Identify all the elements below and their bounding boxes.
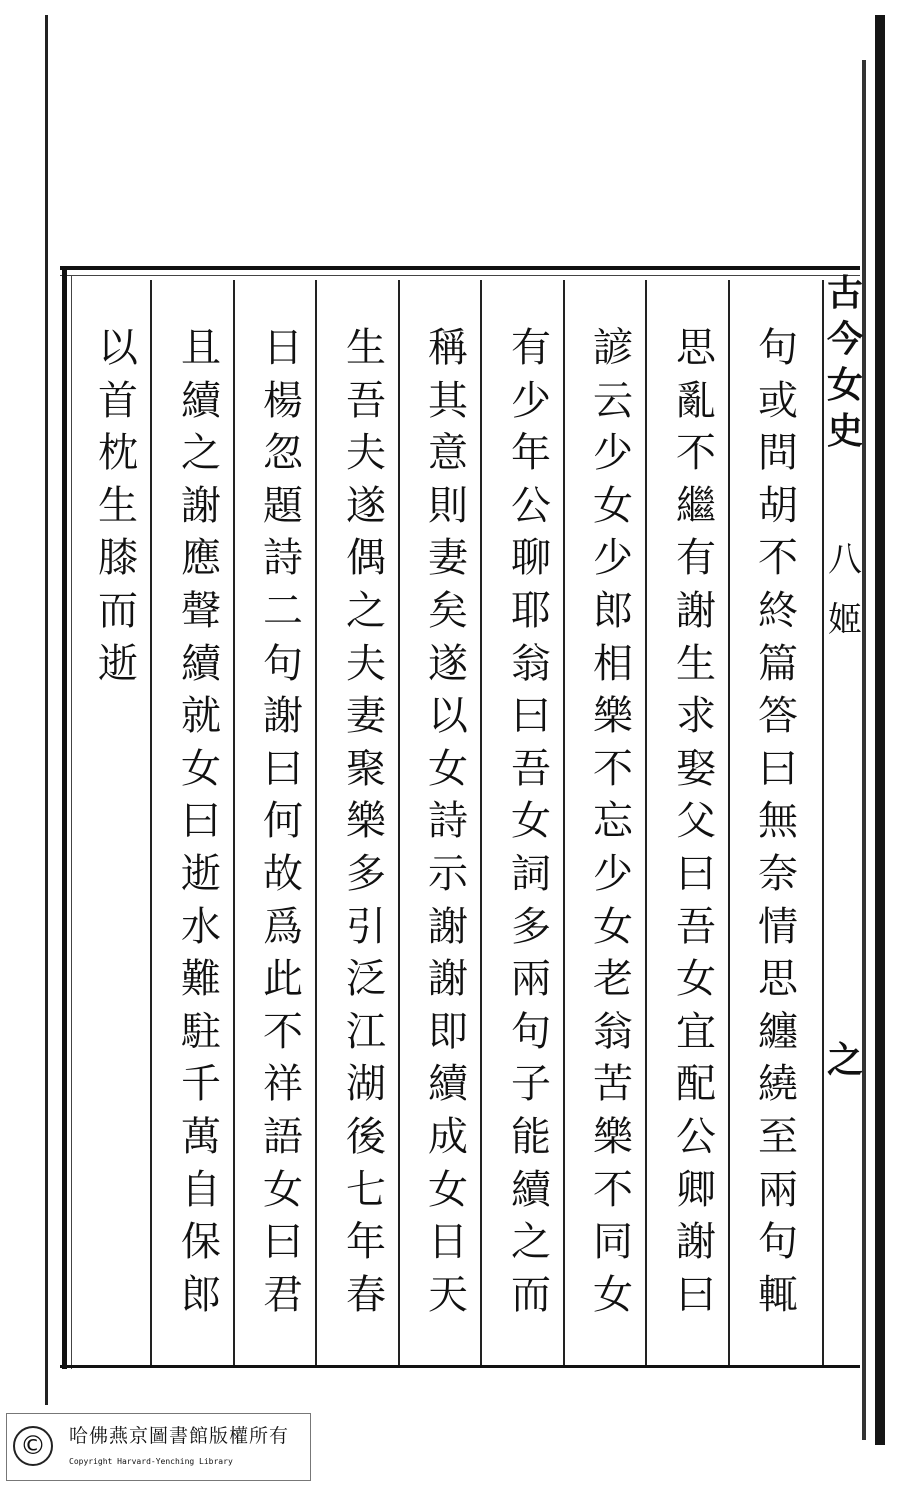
margin-label <box>826 600 864 640</box>
text-block-top-border-inner <box>60 275 860 276</box>
text-column-8 <box>173 322 229 1321</box>
column-divider <box>150 280 152 1365</box>
column-divider <box>233 280 235 1365</box>
text-column-6 <box>338 322 394 1321</box>
text-column-3-text: 諺云少女少郎相樂不忘少女老翁苦樂不同女 <box>593 325 633 1318</box>
text-column-7-text: 日楊忽題詩二句謝曰何故爲此不祥語女曰君 <box>263 325 303 1318</box>
text-column-2 <box>668 322 724 1321</box>
text-column-5-text: 稱其意則妻矣遂以女詩示謝謝即續成女日天 <box>428 325 468 1318</box>
text-column-9-text: 以首枕生膝而逝 <box>98 325 138 687</box>
margin-folio <box>826 1040 864 1080</box>
column-divider <box>822 280 824 1365</box>
text-column-6-text: 生吾夫遂偶之夫妻聚樂多引泛江湖後七年春 <box>346 325 386 1318</box>
column-divider <box>563 280 565 1365</box>
margin-label-text: 姬 <box>828 600 862 640</box>
text-column-4-text: 有少年公聊耶翁曰吾女詞多兩句子能續之而 <box>511 325 551 1318</box>
text-block-left-border <box>62 266 67 1369</box>
text-column-5 <box>420 322 476 1321</box>
text-column-9 <box>90 322 146 690</box>
text-block-bottom-border <box>60 1365 860 1368</box>
column-divider <box>480 280 482 1365</box>
text-block-top-border <box>60 266 860 270</box>
column-divider <box>315 280 317 1365</box>
copyright-icon: © <box>13 1426 53 1466</box>
copyright-text-en: Copyright Harvard-Yenching Library <box>69 1457 233 1466</box>
page-right-inner-edge <box>862 60 866 1440</box>
text-column-1-text: 句或問胡不終篇答曰無奈情思纏繞至兩句輒 <box>758 325 798 1318</box>
text-column-8-text: 且續之謝應聲續就女曰逝水難駐千萬自保郎 <box>181 325 221 1318</box>
text-column-1 <box>750 322 806 1321</box>
text-column-4 <box>503 322 559 1321</box>
text-column-3 <box>585 322 641 1321</box>
copyright-text-cn: 哈佛燕京圖書館版權所有 <box>69 1425 290 1447</box>
text-column-7 <box>255 322 311 1321</box>
margin-section <box>826 540 864 580</box>
column-divider <box>728 280 730 1365</box>
margin-folio-text: 之 <box>826 1040 863 1080</box>
column-divider <box>645 280 647 1365</box>
text-column-2-text: 思亂不繼有謝生求娶父曰吾女宜配公卿謝曰 <box>676 325 716 1318</box>
page-left-edge-line <box>45 15 48 1405</box>
margin-title <box>826 270 864 454</box>
column-divider <box>398 280 400 1365</box>
margin-section-text: 八 <box>828 540 862 580</box>
page-right-binding-edge <box>875 15 885 1445</box>
margin-title-text: 古今女史 <box>826 272 863 452</box>
copyright-stamp <box>6 1413 311 1481</box>
text-block-left-border-inner <box>71 276 72 1369</box>
